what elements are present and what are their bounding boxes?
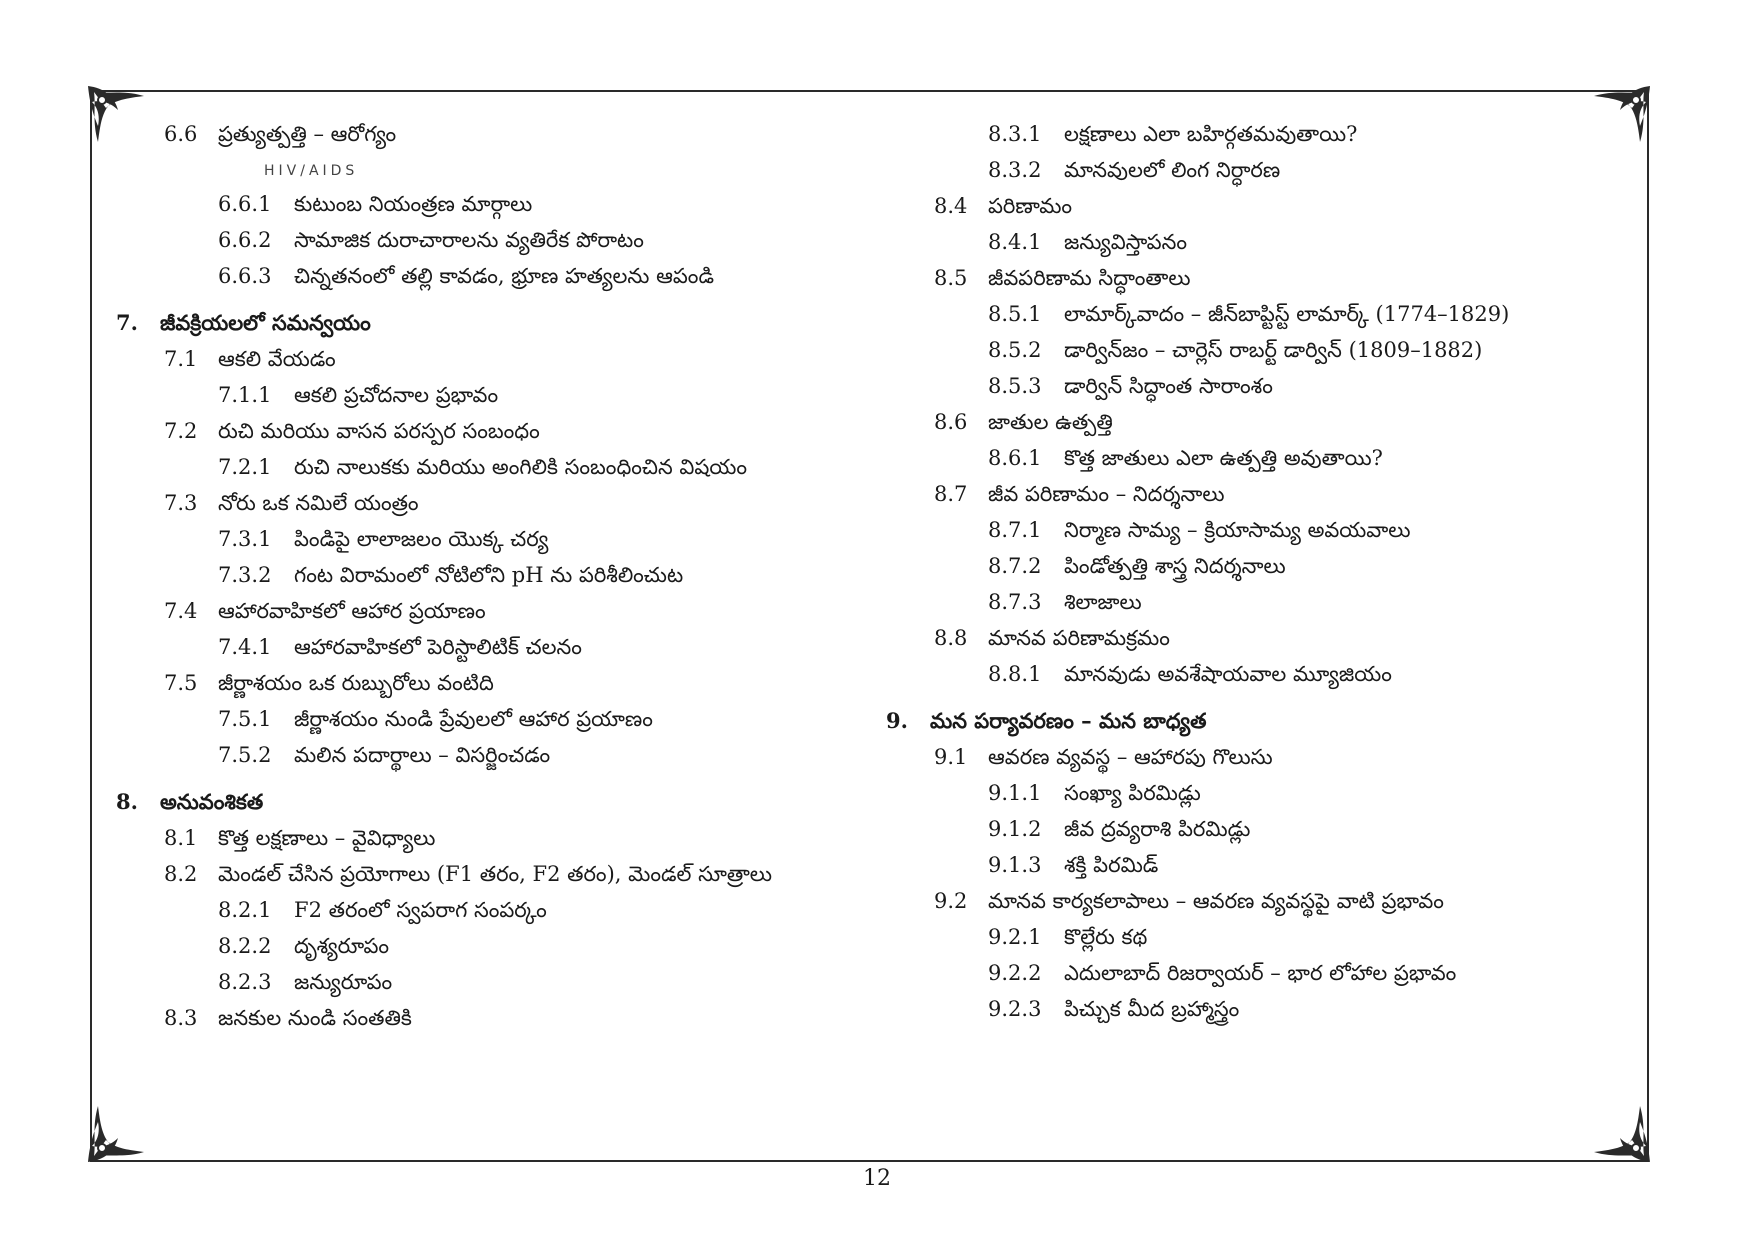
toc-entry-number: 7.4.1 [218, 635, 272, 659]
toc-entry-number: 9.1.1 [988, 781, 1042, 805]
toc-entry-title: ఆకలి ప్రచోదనాల ప్రభావం [294, 383, 499, 407]
corner-ornament-icon [84, 82, 156, 154]
toc-entry-title: జనకుల నుండి సంతతికి [218, 1006, 412, 1030]
toc-entry [988, 120, 1357, 148]
toc-entry-title: జీవపరిణామ సిద్ధాంతాలు [988, 266, 1191, 290]
toc-entry-number: 8.5 [934, 266, 968, 290]
toc-entry [264, 154, 358, 185]
toc-entry-number: 8. [116, 789, 138, 814]
toc-entry [934, 408, 1113, 436]
toc-entry-title: జీవ ద్రవ్యరాశి పిరమిడ్లు [1064, 817, 1251, 841]
toc-entry-title: అనువంశికత [160, 789, 264, 814]
toc-entry [988, 815, 1250, 843]
toc-entry [934, 624, 1170, 652]
toc-entry-number: 8.8.1 [988, 662, 1042, 686]
toc-entry [164, 597, 486, 625]
toc-entry-title: పరిణామం [988, 194, 1073, 218]
toc-entry-number: 8.5.2 [988, 338, 1042, 362]
toc-entry [218, 453, 747, 481]
toc-entry [988, 444, 1383, 472]
toc-entry [988, 959, 1456, 987]
toc-entry [988, 372, 1273, 400]
toc-entry [164, 417, 540, 445]
toc-entry-title: దృశ్యరూపం [294, 934, 390, 958]
toc-chapter-heading [116, 788, 263, 816]
toc-entry [218, 561, 683, 589]
toc-entry [164, 669, 494, 697]
toc-entry-number: 8.8 [934, 626, 968, 650]
toc-entry-title: మానవ పరిణామక్రమం [988, 626, 1170, 650]
toc-entry [164, 345, 336, 373]
toc-entry [934, 743, 1273, 771]
toc-entry-number: 7.5.2 [218, 743, 272, 767]
toc-entry-title: మలిన పదార్థాలు – విసర్జించడం [294, 743, 551, 767]
toc-entry [164, 120, 396, 148]
toc-entry-number: 8.3.2 [988, 158, 1042, 182]
toc-entry [988, 300, 1509, 328]
toc-entry-number: 9.2 [934, 889, 968, 913]
corner-ornament-icon [1582, 1094, 1654, 1166]
toc-entry-number: 6.6.2 [218, 228, 272, 252]
toc-entry-number: 7.2 [164, 419, 198, 443]
toc-entry-number: 7.3.2 [218, 563, 272, 587]
toc-entry [218, 226, 644, 254]
toc-entry-title: రుచి నాలుకకు మరియు అంగిలికి సంబంధించిన విషయం [294, 455, 747, 479]
toc-entry-number: 8.6 [934, 410, 968, 434]
toc-entry-number: 7.4 [164, 599, 198, 623]
toc-entry-title: పిండోత్పత్తి శాస్త్ర నిదర్శనాలు [1064, 554, 1286, 578]
toc-entry-number: 6.6.1 [218, 192, 272, 216]
toc-entry-title: ఎదులాబాద్ రిజర్వాయర్ – భార లోహాల ప్రభావం [1064, 961, 1457, 985]
toc-entry-title: జన్యువిస్తాపనం [1064, 230, 1187, 254]
toc-entry-number: 7. [116, 310, 138, 335]
toc-entry-title: ఆవరణ వ్యవస్థ – ఆహారపు గొలుసు [988, 745, 1273, 769]
toc-entry [164, 489, 419, 517]
toc-chapter-heading [116, 309, 371, 337]
toc-entry [934, 480, 1224, 508]
toc-entry-title: పిండిపై లాలాజలం యొక్క చర్య [294, 527, 549, 551]
toc-entry [218, 968, 392, 996]
toc-entry-title: నోరు ఒక నమిలే యంత్రం [218, 491, 419, 515]
toc-entry [988, 156, 1280, 184]
toc-entry [218, 932, 389, 960]
toc-entry-number: 7.3.1 [218, 527, 272, 551]
toc-entry [218, 525, 548, 553]
toc-entry-number: 8.5.1 [988, 302, 1042, 326]
toc-entry [218, 190, 532, 218]
toc-entry [988, 923, 1147, 951]
toc-entry [988, 588, 1142, 616]
toc-entry-title: లక్షణాలు ఎలా బహిర్గతమవుతాయి? [1064, 122, 1358, 146]
toc-entry-title: మెండల్ చేసిన ప్రయోగాలు (F1 తరం, F2 తరం), మెండల్ సూత్రాలు [218, 862, 772, 886]
corner-ornament-icon [84, 1094, 156, 1166]
toc-entry-number: 8.7.2 [988, 554, 1042, 578]
toc-entry-number: 8.1 [164, 826, 198, 850]
toc-entry-number: 7.1 [164, 347, 198, 371]
toc-entry-number: 8.2.1 [218, 898, 272, 922]
toc-entry-number: 8.2.2 [218, 934, 272, 958]
toc-entry-title: జన్యురూపం [294, 970, 393, 994]
toc-entry [988, 516, 1410, 544]
toc-entry-title: మానవ కార్యకలాపాలు – ఆవరణ వ్యవస్థపై వాటి ప్రభావం [988, 889, 1444, 913]
toc-entry-number: 8.7.3 [988, 590, 1042, 614]
toc-entry [218, 896, 547, 924]
toc-entry [218, 262, 714, 290]
toc-entry-number: 8.2 [164, 862, 198, 886]
toc-entry [934, 192, 1072, 220]
toc-entry-title: సామాజిక దురాచారాలను వ్యతిరేక పోరాటం [294, 228, 644, 252]
toc-entry [988, 995, 1239, 1023]
toc-entry-title: డార్విన్‌జం – చార్లెస్ రాబర్ట్ డార్విన్ (1809–1882) [1064, 338, 1483, 362]
toc-entry-title: నిర్మాణ సామ్య – క్రియాసామ్య అవయవాలు [1064, 518, 1411, 542]
toc-entry-title: చిన్నతనంలో తల్లి కావడం, భ్రూణ హత్యలను ఆపండి [294, 264, 714, 288]
toc-entry-number: 8.2.3 [218, 970, 272, 994]
page-number: 12 [863, 1166, 891, 1191]
toc-entry-number: 8.3.1 [988, 122, 1042, 146]
toc-entry-number: 8.7 [934, 482, 968, 506]
toc-entry-number: 7.1.1 [218, 383, 272, 407]
toc-entry-number: 8.4.1 [988, 230, 1042, 254]
toc-entry [988, 779, 1201, 807]
toc-entry [988, 660, 1392, 688]
toc-entry-title: శక్తి పిరమిడ్ [1064, 853, 1159, 877]
toc-entry-title: జీవక్రియలలో సమన్వయం [160, 310, 371, 335]
toc-chapter-heading [886, 707, 1206, 735]
toc-entry [934, 264, 1190, 292]
toc-entry-number: 9.1 [934, 745, 968, 769]
toc-entry-title: కొత్త లక్షణాలు – వైవిధ్యాలు [218, 826, 436, 850]
toc-entry-number: 9. [886, 708, 908, 733]
toc-entry-number: 8.6.1 [988, 446, 1042, 470]
toc-entry-number: 6.6 [164, 122, 198, 146]
toc-entry-title: ఆకలి వేయడం [218, 347, 336, 371]
toc-entry-number: 7.5.1 [218, 707, 272, 731]
toc-entry-title: జీర్ణాశయం ఒక రుబ్బురోలు వంటిది [218, 671, 494, 695]
toc-entry [988, 851, 1158, 879]
toc-entry-title: మన పర్యావరణం – మన బాధ్యత [930, 708, 1207, 733]
toc-entry-number: 8.7.1 [988, 518, 1042, 542]
toc-entry-number: 8.4 [934, 194, 968, 218]
toc-entry-title: పిచ్చుక మీద బ్రహ్మాస్త్రం [1064, 997, 1240, 1021]
toc-entry-title: డార్విన్ సిద్ధాంత సారాంశం [1064, 374, 1273, 398]
toc-entry-title: లామార్క్‌వాదం – జీన్‌బాప్టిస్ట్ లామార్క్ (1774–1829) [1064, 302, 1510, 326]
toc-entry-number: 8.5.3 [988, 374, 1042, 398]
corner-ornament-icon [1582, 82, 1654, 154]
toc-entry-title: గంట విరామంలో నోటిలోని pH ను పరిశీలించుట [294, 563, 684, 587]
toc-entry-number: 9.2.3 [988, 997, 1042, 1021]
toc-note-text: HIV/AIDS [264, 163, 359, 179]
toc-entry [988, 336, 1482, 364]
toc-entry-title: రుచి మరియు వాసన పరస్పర సంబంధం [218, 419, 540, 443]
toc-entry-title: కుటుంబ నియంత్రణ మార్గాలు [294, 192, 533, 216]
toc-entry-number: 9.1.3 [988, 853, 1042, 877]
toc-entry-title: శిలాజాలు [1064, 590, 1142, 614]
toc-entry-number: 6.6.3 [218, 264, 272, 288]
toc-entry-number: 7.2.1 [218, 455, 272, 479]
toc-entry [164, 860, 772, 888]
toc-entry [988, 552, 1286, 580]
toc-entry-number: 7.3 [164, 491, 198, 515]
toc-entry-title: మానవులలో లింగ నిర్ధారణ [1064, 158, 1281, 182]
toc-entry-number: 9.1.2 [988, 817, 1042, 841]
toc-entry-title: జీవ పరిణామం – నిదర్శనాలు [988, 482, 1225, 506]
toc-entry [218, 705, 653, 733]
toc-entry-title: ప్రత్యుత్పత్తి – ఆరోగ్యం [218, 122, 397, 146]
toc-entry [934, 887, 1444, 915]
toc-entry [164, 1004, 412, 1032]
toc-entry-number: 8.3 [164, 1006, 198, 1030]
toc-entry [218, 633, 582, 661]
toc-entry-number: 9.2.1 [988, 925, 1042, 949]
toc-entry-title: సంఖ్యా పిరమిడ్లు [1064, 781, 1201, 805]
toc-entry [218, 741, 550, 769]
toc-entry [164, 824, 435, 852]
toc-entry [988, 228, 1187, 256]
toc-entry-number: 9.2.2 [988, 961, 1042, 985]
toc-entry [218, 381, 498, 409]
toc-entry-number: 7.5 [164, 671, 198, 695]
toc-entry-title: ఆహారవాహికలో పెరిస్టాలిటిక్ చలనం [294, 635, 582, 659]
toc-entry-title: జీర్ణాశయం నుండి ప్రేవులలో ఆహార ప్రయాణం [294, 707, 653, 731]
toc-entry-title: కొత్త జాతులు ఎలా ఉత్పత్తి అవుతాయి? [1064, 446, 1383, 470]
toc-entry-title: కొల్లేరు కథ [1064, 925, 1148, 949]
toc-entry-title: F2 తరంలో స్వపరాగ సంపర్కం [294, 898, 547, 922]
toc-entry-title: జాతుల ఉత్పత్తి [988, 410, 1113, 434]
toc-entry-title: మానవుడు అవశేషాయవాల మ్యూజియం [1064, 662, 1392, 686]
toc-entry-title: ఆహారవాహికలో ఆహార ప్రయాణం [218, 599, 486, 623]
